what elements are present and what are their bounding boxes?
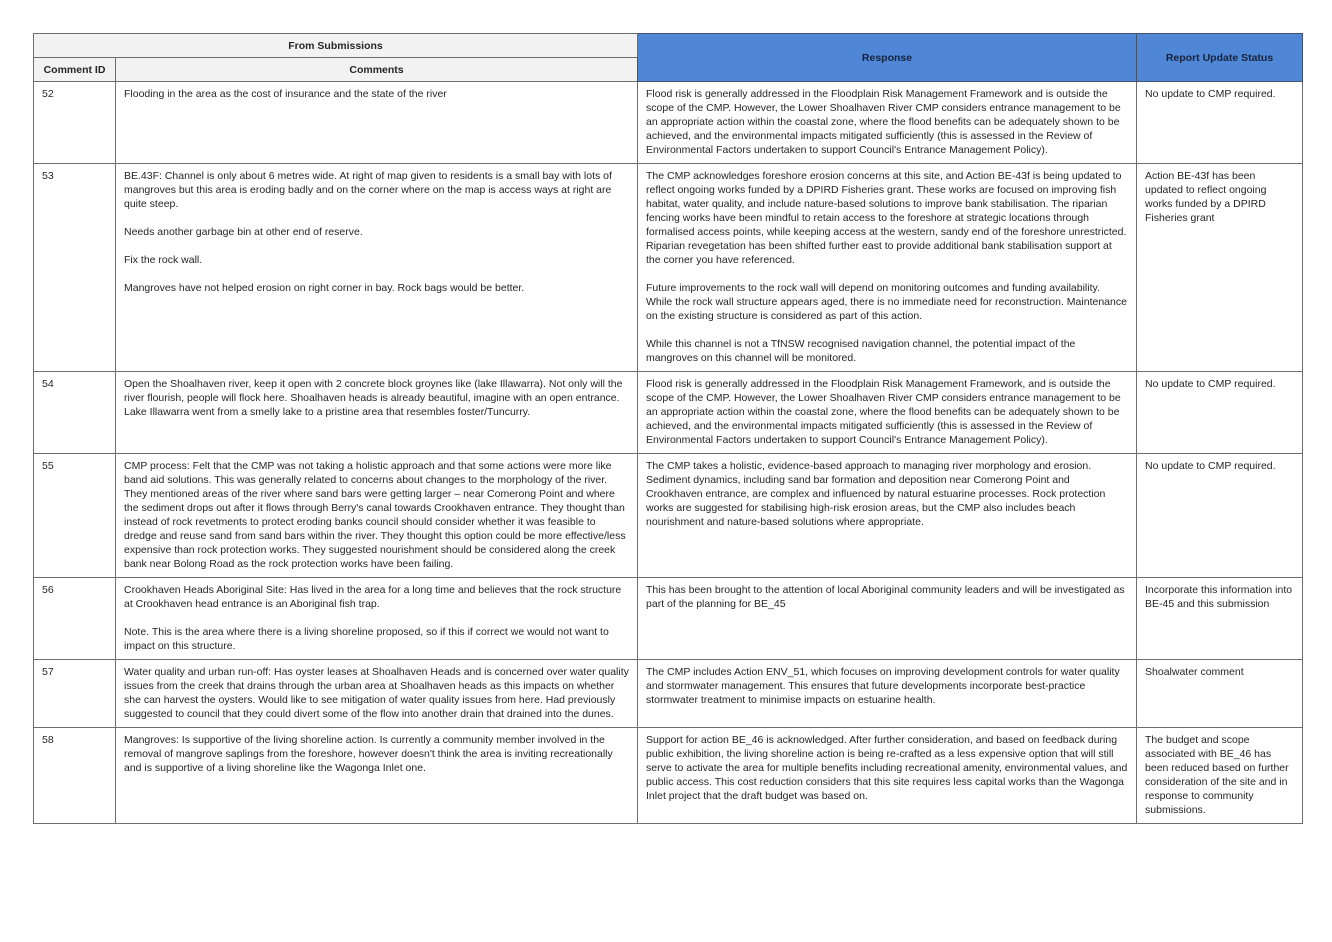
cell-paragraph: Note. This is the area where there is a living shoreline proposed, so if this if correct we would not want to impact on this structure. [124, 626, 609, 652]
comment-id-cell: 54 [34, 372, 116, 454]
cell-paragraph: This has been brought to the attention of local Aboriginal community leaders and will be investigated as part of the planning for BE_45 [646, 584, 1125, 610]
from-submissions-header: From Submissions [34, 34, 638, 58]
response-cell [638, 578, 1137, 660]
cell-paragraph: Incorporate this information into BE-45 and this submission [1145, 584, 1293, 610]
cell-paragraph: Support for action BE_46 is acknowledged. After further consideration, and based on feedback during public exhibition, the living shoreline action is being re-crafted as a less expensive option that will still serve to activate the area for multiple benefits including recreational amenity, environmental values, and public access. This cost reduction considers that this site requires less capital works than the Wagonga Inlet project that the draft budget was based on. [646, 734, 1128, 802]
table-row [34, 164, 1303, 372]
comment-id-cell: 55 [34, 454, 116, 578]
response-cell [638, 82, 1137, 164]
table-row [34, 578, 1303, 660]
cell-paragraph: While this channel is not a TfNSW recognised navigation channel, the potential impact of the mangroves on this channel will be monitored. [646, 338, 1076, 364]
status-cell [1137, 660, 1303, 728]
comment-id-cell: 58 [34, 728, 116, 824]
cell-paragraph: The budget and scope associated with BE_46 has been reduced based on further consideration of the site and in response to community submissions. [1145, 734, 1289, 816]
cell-paragraph: Open the Shoalhaven river, keep it open with 2 concrete block groynes like (lake Illawarra). Not only will the river flourish, people will flock here. Shoalhaven heads is already beautiful, imagine with an open entrance. Lake Illawarra went from a smelly lake to a pristine area that resembles foster/Tuncurry. [124, 378, 623, 418]
comment-cell [116, 82, 638, 164]
cell-paragraph: Flood risk is generally addressed in the Floodplain Risk Management Framework and is outside the scope of the CMP. However, the Lower Shoalhaven River CMP considers entrance management to be an appropriate action within the coastal zone, where the flood benefits can be adequately shown to be achieved, and the environmental impacts mitigated sufficiently (this is assessed in the Review of Environmental Factors undertaken to support Council's Entrance Management Policy). [646, 88, 1121, 156]
status-cell [1137, 164, 1303, 372]
cell-paragraph: Future improvements to the rock wall will depend on monitoring outcomes and funding availability. While the rock wall structure appears aged, there is no immediate need for reconstruction. Maintenance on the existing structure is considered as part of this action. [646, 282, 1127, 322]
comment-id-cell: 57 [34, 660, 116, 728]
status-cell [1137, 372, 1303, 454]
response-cell [638, 660, 1137, 728]
header-row-group [34, 34, 1303, 58]
comment-cell [116, 660, 638, 728]
comment-cell [116, 164, 638, 372]
status-cell [1137, 578, 1303, 660]
cell-paragraph: No update to CMP required. [1145, 460, 1276, 472]
cell-paragraph: CMP process: Felt that the CMP was not taking a holistic approach and that some actions were more like band aid solutions. This was generally related to concerns about changes to the morphology of the river. They mentioned areas of the river where sand bars were getting larger – near Comerong Point and where the sediment drops out after it flows through Berry's canal towards Crookhaven entrance. They thought than instead of rock revetments to protect eroding banks council should consider whether it was feasible to dredge and reuse sand from sand bars within the river. They thought this option could be more effective/less expensive than rock protection works. They suggested nourishment should be considered along the creek bank near Bolong Road as the rock protection works have been failing. [124, 460, 626, 570]
table-row [34, 372, 1303, 454]
cell-paragraph: Crookhaven Heads Aboriginal Site: Has lived in the area for a long time and believes that the rock structure at Crookhaven head entrance is an Aboriginal fish trap. [124, 584, 622, 610]
table-row [34, 728, 1303, 824]
comments-header: Comments [116, 58, 638, 82]
comment-cell [116, 372, 638, 454]
cell-paragraph: The CMP includes Action ENV_51, which focuses on improving development controls for water quality and stormwater management. This ensures that future developments incorporate best-practice stormwater treatment to minimise impacts on estuarine health. [646, 666, 1120, 706]
comment-cell [116, 728, 638, 824]
cell-paragraph: BE.43F: Channel is only about 6 metres wide. At right of map given to residents is a small bay with lots of mangroves but this area is eroding badly and on the corner where on the map is access ways at right are quite steep. [124, 170, 612, 210]
cell-paragraph: Fix the rock wall. [124, 254, 203, 266]
response-cell [638, 728, 1137, 824]
response-header: Response [638, 34, 1137, 82]
cell-paragraph: Shoalwater comment [1145, 666, 1244, 678]
table-header [34, 34, 1303, 82]
cell-paragraph: Action BE-43f has been updated to reflect ongoing works funded by a DPIRD Fisheries grant [1145, 170, 1267, 224]
comment-id-header: Comment ID [34, 58, 116, 82]
cell-paragraph: No update to CMP required. [1145, 378, 1276, 390]
status-cell [1137, 728, 1303, 824]
table-body [34, 82, 1303, 824]
status-cell [1137, 454, 1303, 578]
submissions-review-table [33, 33, 1303, 824]
response-cell [638, 454, 1137, 578]
cell-paragraph: Flood risk is generally addressed in the Floodplain Risk Management Framework, and is outside the scope of the CMP. However, the Lower Shoalhaven River CMP considers entrance management to be an appropriate action within the coastal zone, where the flood benefits can be adequately shown to be achieved, and the environmental impacts mitigated sufficiently (this is assessed in the Review of Environmental Factors undertaken to support Council's Entrance Management Policy). [646, 378, 1121, 446]
response-cell [638, 164, 1137, 372]
table-row [34, 660, 1303, 728]
cell-paragraph: Mangroves have not helped erosion on right corner in bay. Rock bags would be better. [124, 282, 525, 294]
cell-paragraph: Water quality and urban run-off: Has oyster leases at Shoalhaven Heads and is concerned over water quality issues from the creek that drains through the urban area at Shoalhaven heads as this impacts on whether she can harvest the oysters. Would like to see mitigation of water quality issues from here. Had previously suggested to council that they could divert some of the flow into another drain that drained into the dunes. [124, 666, 629, 720]
report-update-status-header: Report Update Status [1137, 34, 1303, 82]
comment-id-cell: 56 [34, 578, 116, 660]
cell-paragraph: The CMP takes a holistic, evidence-based approach to managing river morphology and erosion. Sediment dynamics, including sand bar formation and deposition near Comerong Point and Crookhaven entrance, are complex and influenced by natural estuarine processes. Rock protection works are suggested for stabilising high-risk erosion areas, but the CMP also includes beach nourishment and nature-based solutions where appropriate. [646, 460, 1106, 528]
table-row [34, 82, 1303, 164]
cell-paragraph: No update to CMP required. [1145, 88, 1276, 100]
response-cell [638, 372, 1137, 454]
comment-id-cell: 52 [34, 82, 116, 164]
comment-id-cell: 53 [34, 164, 116, 372]
cell-paragraph: Needs another garbage bin at other end of reserve. [124, 226, 363, 238]
cell-paragraph: Mangroves: Is supportive of the living shoreline action. Is currently a community member involved in the removal of mangrove saplings from the foreshore, however doesn't think the area is inviting recreationally and is supportive of a living shoreline like the Wagonga Inlet one. [124, 734, 613, 774]
table-row [34, 454, 1303, 578]
comment-cell [116, 454, 638, 578]
comment-cell [116, 578, 638, 660]
cell-paragraph: Flooding in the area as the cost of insurance and the state of the river [124, 88, 447, 100]
status-cell [1137, 82, 1303, 164]
cell-paragraph: The CMP acknowledges foreshore erosion concerns at this site, and Action BE-43f is being updated to reflect ongoing works funded by a DPIRD Fisheries grant. These works are focused on improving fish habitat, water quality, and include nature-based solutions to improve bank stabilisation. The riparian fencing works have been mindful to retain access to the foreshore at strategic locations through formalised access points, while keeping access at the western, sandy end of the foreshore unrestricted. Riparian revegetation has been shifted further east to provide additional bank stabilisation support at the corner you have referenced. [646, 170, 1127, 266]
